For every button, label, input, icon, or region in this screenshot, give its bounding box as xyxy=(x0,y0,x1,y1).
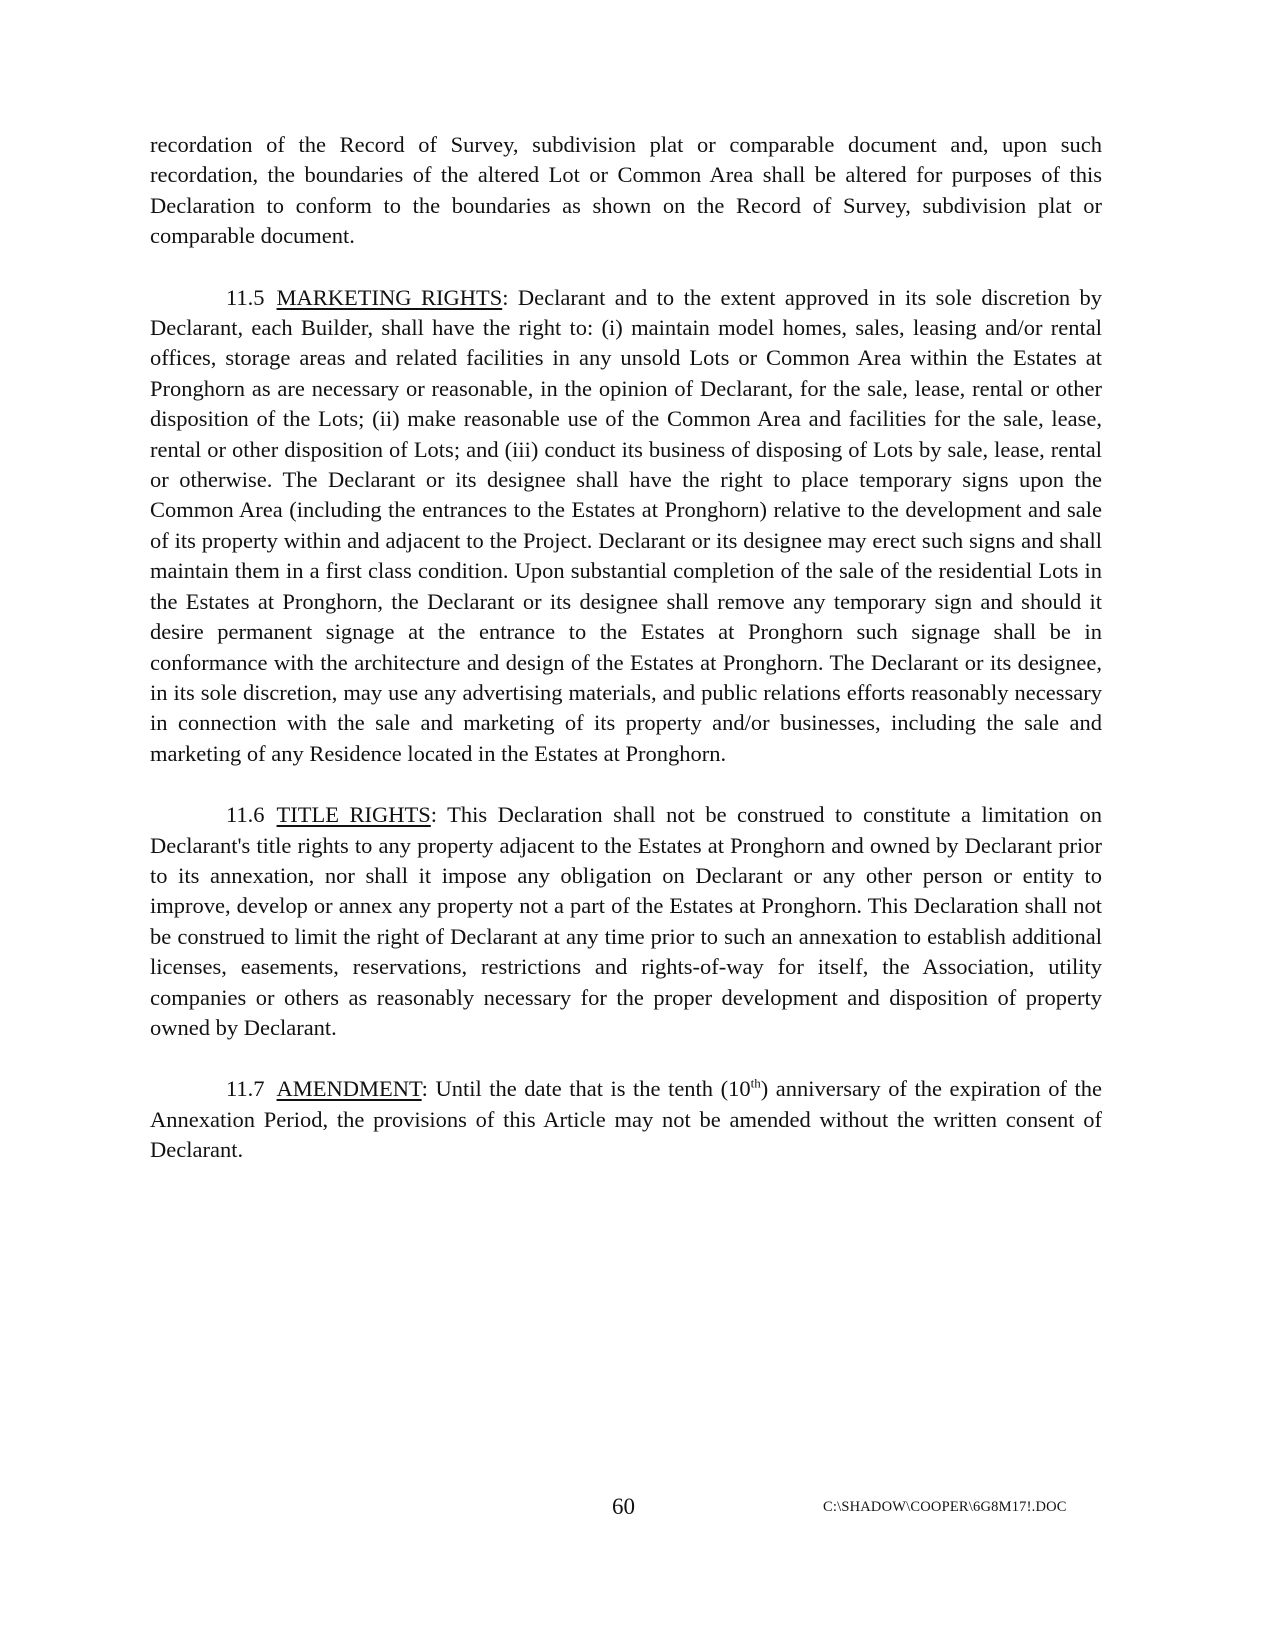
section-heading: MARKETING RIGHTS xyxy=(276,284,503,310)
section-number: 11.5 xyxy=(226,284,265,310)
section-11-7-paragraph xyxy=(150,1074,1102,1165)
section-text: Until the date that is the tenth (10 xyxy=(427,1076,751,1102)
ordinal-superscript: th xyxy=(750,1075,761,1091)
section-heading: AMENDMENT xyxy=(276,1076,422,1102)
heading-separator: : xyxy=(430,802,438,828)
document-file-path: C:\SHADOW\COOPER\6G8M17!.DOC xyxy=(823,1499,1067,1515)
heading-separator: : xyxy=(421,1076,428,1102)
document-body xyxy=(150,130,1102,1197)
section-text: Declarant and to the extent approved in its sole discretion by Declarant, each Builder, shall have the right to: (i) maintain model homes, sales, leasing and/or rental offices, storage areas and related facilities in any unsold Lots or Common Area within the Estates at Pronghorn as are necessary or reasonable, in the opinion of Declarant, for the sale, lease, rental or other disposition of the Lots; (ii) make reasonable use of the Common Area and facilities for the sale, lease, rental or other disposition of Lots; and (iii) conduct its business of disposing of Lots by sale, lease, rental or otherwise. The Declarant or its designee shall have the right to place temporary signs upon the Common Area (including the entrances to the Estates at Pronghorn) relative to the development and sale of its property within and adjacent to the Project. Declarant or its designee may erect such signs and shall maintain them in a first class condition. Upon substantial completion of the sale of the residential Lots in the Estates at Pronghorn, the Declarant or its designee shall remove any temporary sign and should it desire permanent signage at the entrance to the Estates at Pronghorn such signage shall be in conformance with the architecture and design of the Estates at Pronghorn. The Declarant or its designee, in its sole discretion, may use any advertising materials, and public relations efforts reasonably necessary in connection with the sale and marketing of its property and/or businesses, including the sale and marketing of any Residence located in the Estates at Pronghorn. xyxy=(150,284,1102,766)
section-text: This Declaration shall not be construed to constitute a limitation on Declarant's title rights to any property adjacent to the Estates at Pronghorn and owned by Declarant prior to its annexation, nor shall it impose any obligation on Declarant or any other person or entity to improve, develop or annex any property not a part of the Estates at Pronghorn. This Declaration shall not be construed to limit the right of Declarant at any time prior to such an annexation to establish additional licenses, easements, reservations, restrictions and rights-of-way for itself, the Association, utility companies or others as reasonably necessary for the proper development and disposition of property owned by Declarant. xyxy=(150,802,1102,1040)
section-text-continued: ) anniversary of the expiration of the Annexation Period, the provisions of this Article may not be amended without the written consent of Declarant. xyxy=(150,1076,1102,1163)
section-11-6-paragraph xyxy=(150,800,1102,1043)
heading-separator: : xyxy=(502,284,509,310)
continuation-paragraph: recordation of the Record of Survey, subdivision plat or comparable document and, upon such recordation, the boundaries of the altered Lot or Common Area shall be altered for purposes of this Declaration to conform to the boundaries as shown on the Record of Survey, subdivision plat or comparable document. xyxy=(150,132,1102,249)
section-11-5-paragraph xyxy=(150,283,1102,770)
section-heading: TITLE RIGHTS xyxy=(276,802,431,828)
section-number: 11.7 xyxy=(226,1076,265,1102)
page-number: 60 xyxy=(612,1494,635,1519)
section-number: 11.6 xyxy=(226,802,265,828)
